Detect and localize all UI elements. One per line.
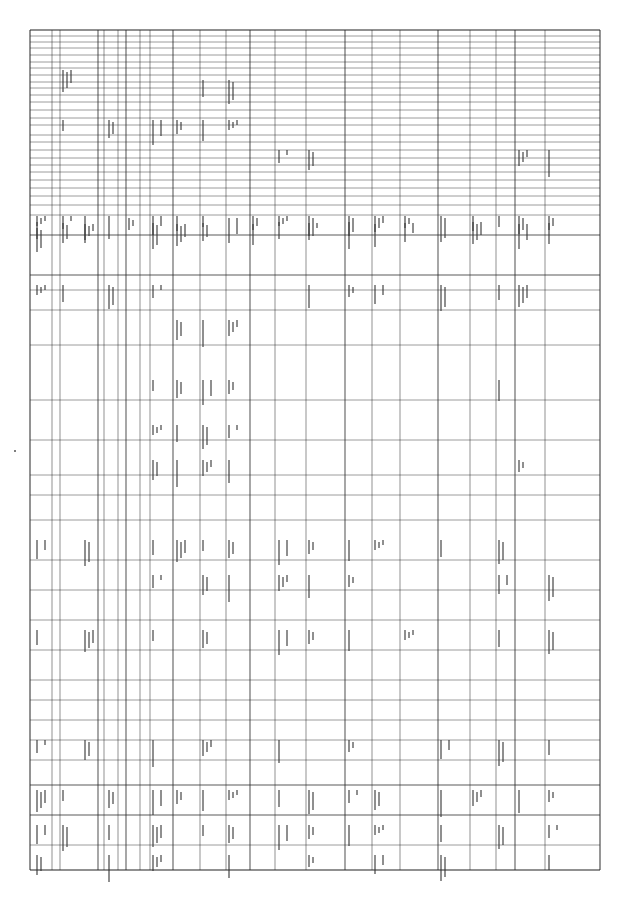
text-mark: [548, 790, 550, 802]
text-mark: [62, 70, 64, 92]
text-mark: [352, 577, 354, 583]
text-mark: [108, 825, 110, 840]
text-mark: [378, 542, 380, 548]
text-mark: [228, 460, 230, 483]
text-mark: [440, 285, 442, 311]
text-mark: [476, 792, 478, 802]
text-mark: [498, 825, 500, 849]
text-mark: [202, 223, 204, 241]
text-mark: [378, 792, 380, 806]
text-mark: [202, 120, 204, 141]
text-mark: [160, 575, 162, 580]
text-mark: [308, 540, 310, 554]
text-mark: [308, 150, 310, 170]
text-mark: [278, 790, 280, 807]
text-mark: [62, 285, 64, 302]
text-mark: [160, 855, 162, 862]
text-mark: [440, 790, 442, 817]
text-mark: [278, 222, 280, 239]
text-mark: [112, 122, 114, 134]
text-mark: [176, 540, 178, 562]
text-mark: [36, 630, 38, 645]
text-mark: [108, 120, 110, 138]
text-mark: [518, 150, 520, 166]
text-mark: [156, 857, 158, 867]
text-mark: [348, 540, 350, 561]
text-mark: [36, 228, 38, 252]
text-mark: [206, 462, 208, 472]
text-mark: [348, 630, 350, 651]
text-mark: [184, 540, 186, 553]
text-mark: [382, 285, 384, 295]
text-mark: [202, 630, 204, 648]
text-mark: [286, 630, 288, 646]
text-mark: [160, 120, 162, 136]
text-mark: [444, 287, 446, 307]
text-mark: [152, 855, 154, 871]
text-mark: [180, 382, 182, 394]
text-mark: [498, 740, 500, 766]
text-mark: [286, 150, 288, 155]
text-mark: [548, 855, 550, 870]
text-mark: [374, 825, 376, 835]
text-mark: [202, 80, 204, 97]
text-mark: [36, 540, 38, 559]
text-mark: [176, 120, 178, 134]
text-mark: [548, 575, 550, 601]
text-mark: [228, 218, 230, 243]
text-mark: [472, 790, 474, 806]
text-mark: [308, 630, 310, 644]
text-mark: [152, 825, 154, 847]
text-mark: [236, 790, 238, 795]
text-mark: [202, 790, 204, 811]
text-mark: [228, 790, 230, 800]
text-mark: [88, 742, 90, 756]
text-mark: [348, 740, 350, 752]
text-mark: [308, 825, 310, 839]
text-mark: [228, 540, 230, 558]
text-mark: [160, 790, 162, 806]
text-mark: [312, 857, 314, 863]
text-mark: [176, 790, 178, 804]
text-mark: [84, 740, 86, 760]
text-mark: [206, 632, 208, 644]
text-mark: [160, 825, 162, 838]
text-mark: [256, 218, 258, 226]
text-mark: [180, 792, 182, 800]
text-mark: [440, 855, 442, 881]
text-mark: [210, 740, 212, 747]
text-mark: [44, 540, 46, 550]
text-mark: [518, 790, 520, 813]
text-mark: [404, 630, 406, 640]
text-mark: [152, 630, 154, 641]
text-mark: [70, 70, 72, 83]
text-mark: [176, 224, 178, 246]
text-mark: [348, 285, 350, 297]
text-mark: [286, 575, 288, 582]
text-mark: [202, 380, 204, 405]
text-mark: [88, 542, 90, 562]
text-mark: [522, 152, 524, 162]
text-mark: [176, 460, 178, 487]
text-mark: [518, 224, 520, 249]
scan-speck: [14, 450, 16, 452]
text-mark: [40, 287, 42, 293]
text-mark: [62, 825, 64, 851]
text-mark: [128, 218, 130, 230]
text-mark: [548, 223, 550, 244]
text-mark: [206, 427, 208, 445]
text-mark: [108, 790, 110, 808]
text-mark: [206, 577, 208, 591]
text-mark: [152, 120, 154, 145]
text-mark: [88, 632, 90, 648]
text-mark: [66, 827, 68, 847]
text-mark: [62, 223, 64, 243]
text-mark: [66, 225, 68, 239]
text-mark: [374, 855, 376, 874]
text-mark: [448, 740, 450, 750]
text-mark: [312, 152, 314, 166]
text-mark: [84, 224, 86, 240]
text-mark: [40, 857, 42, 871]
text-mark: [36, 740, 38, 753]
text-mark: [108, 855, 110, 882]
text-mark: [382, 825, 384, 830]
text-mark: [156, 225, 158, 245]
text-mark: [374, 790, 376, 810]
text-mark: [180, 542, 182, 558]
text-mark: [228, 320, 230, 336]
text-mark: [348, 222, 350, 249]
text-mark: [548, 740, 550, 755]
text-mark: [156, 462, 158, 476]
text-mark: [282, 577, 284, 587]
text-mark: [132, 220, 134, 226]
text-mark: [440, 825, 442, 842]
text-mark: [378, 218, 380, 228]
text-mark: [308, 285, 310, 308]
text-mark: [286, 540, 288, 556]
text-mark: [210, 380, 212, 396]
text-mark: [36, 285, 38, 295]
text-mark: [286, 825, 288, 841]
text-mark: [356, 790, 358, 795]
text-mark: [84, 540, 86, 566]
text-mark: [176, 380, 178, 398]
text-mark: [160, 216, 162, 226]
text-mark: [278, 740, 280, 763]
text-mark: [112, 792, 114, 804]
text-mark: [44, 825, 46, 835]
text-mark: [44, 285, 46, 290]
text-mark: [518, 460, 520, 472]
text-mark: [316, 223, 318, 228]
text-mark: [408, 218, 410, 224]
text-mark: [348, 825, 350, 846]
text-mark: [108, 216, 110, 239]
text-mark: [526, 224, 528, 240]
text-mark: [202, 425, 204, 449]
text-mark: [312, 542, 314, 550]
text-mark: [202, 575, 204, 595]
text-mark: [278, 150, 280, 163]
text-mark: [156, 827, 158, 843]
text-mark: [236, 218, 238, 234]
text-mark: [152, 285, 154, 298]
text-mark: [206, 742, 208, 752]
text-mark: [440, 540, 442, 557]
text-mark: [232, 542, 234, 554]
text-mark: [374, 224, 376, 247]
text-mark: [232, 827, 234, 839]
text-mark: [502, 827, 504, 845]
table-rules: [30, 30, 600, 870]
text-mark: [278, 575, 280, 591]
text-mark: [210, 460, 212, 467]
text-mark: [160, 425, 162, 430]
text-mark: [312, 827, 314, 835]
text-mark: [180, 322, 182, 336]
text-mark: [88, 226, 90, 236]
text-mark: [228, 120, 230, 130]
text-mark: [108, 285, 110, 309]
text-mark: [176, 320, 178, 340]
text-mark: [160, 285, 162, 290]
text-mark: [252, 224, 254, 245]
text-mark: [44, 740, 46, 745]
text-mark: [374, 285, 376, 304]
text-mark: [152, 460, 154, 480]
text-mark: [522, 218, 524, 230]
text-mark: [152, 223, 154, 249]
text-mark: [518, 285, 520, 307]
text-mark: [440, 740, 442, 759]
text-mark: [176, 425, 178, 442]
text-mark: [232, 792, 234, 798]
text-mark: [378, 827, 380, 833]
text-mark: [180, 226, 182, 242]
text-mark: [66, 72, 68, 88]
text-mark: [498, 216, 500, 227]
text-mark: [232, 122, 234, 128]
text-mark: [440, 216, 442, 242]
text-mark: [548, 825, 550, 838]
text-mark: [36, 825, 38, 844]
text-mark: [40, 792, 42, 808]
text-mark: [502, 742, 504, 762]
text-mark: [40, 230, 42, 248]
text-mark: [228, 855, 230, 878]
text-mark: [382, 216, 384, 223]
text-mark: [184, 224, 186, 237]
text-mark: [502, 542, 504, 560]
text-mark: [228, 380, 230, 394]
text-mark: [62, 120, 64, 131]
text-mark: [498, 540, 500, 564]
text-mark: [412, 223, 414, 233]
text-mark: [480, 222, 482, 235]
text-mark: [552, 577, 554, 597]
text-mark: [444, 857, 446, 877]
text-mark: [152, 425, 154, 435]
text-mark: [552, 218, 554, 226]
text-mark: [382, 540, 384, 545]
text-mark: [282, 218, 284, 224]
text-mark: [498, 285, 500, 300]
text-mark: [202, 320, 204, 347]
text-mark: [236, 320, 238, 327]
text-mark: [232, 382, 234, 390]
text-mark: [236, 120, 238, 125]
text-mark: [348, 790, 350, 803]
text-mark: [92, 224, 94, 231]
text-mark: [348, 575, 350, 587]
text-mark: [228, 825, 230, 843]
text-mark: [202, 825, 204, 836]
text-mark: [472, 222, 474, 244]
text-mark: [352, 218, 354, 232]
text-mark: [556, 825, 558, 830]
text-mark: [522, 287, 524, 303]
text-mark: [382, 855, 384, 865]
text-mark: [36, 790, 38, 812]
text-mark: [152, 740, 154, 767]
text-mark: [522, 462, 524, 468]
text-mark: [308, 855, 310, 867]
text-mark: [552, 792, 554, 798]
text-mark: [202, 740, 204, 756]
text-mark: [312, 632, 314, 640]
text-mark: [152, 575, 154, 588]
text-mark: [444, 218, 446, 238]
text-mark: [476, 224, 478, 240]
text-mark: [312, 218, 314, 236]
text-mark: [526, 150, 528, 157]
text-mark: [286, 216, 288, 221]
text-mark: [404, 223, 406, 242]
text-mark: [112, 287, 114, 305]
text-mark: [206, 225, 208, 237]
text-mark: [152, 540, 154, 555]
text-mark: [506, 575, 508, 585]
text-mark: [312, 792, 314, 810]
text-mark: [374, 540, 376, 550]
text-mark: [352, 742, 354, 748]
text-mark: [278, 630, 280, 655]
text-mark: [232, 322, 234, 332]
text-mark: [228, 425, 230, 438]
text-mark: [408, 632, 410, 638]
text-mark: [352, 287, 354, 293]
text-mark: [308, 575, 310, 598]
text-mark: [92, 630, 94, 643]
text-mark: [548, 150, 550, 177]
text-mark: [232, 82, 234, 100]
text-mark: [498, 630, 500, 647]
text-mark: [228, 80, 230, 104]
text-mark: [62, 790, 64, 801]
text-mark: [308, 790, 310, 814]
text-mark: [278, 540, 280, 565]
text-mark: [40, 218, 42, 224]
text-mark: [498, 575, 500, 594]
text-mark: [552, 632, 554, 650]
text-mark: [308, 223, 310, 236]
text-mark: [180, 122, 182, 130]
text-mark: [44, 216, 46, 221]
text-mark: [480, 790, 482, 797]
text-mark: [236, 425, 238, 430]
text-mark: [36, 855, 38, 875]
text-mark: [228, 575, 230, 602]
text-mark: [526, 285, 528, 298]
text-mark: [70, 216, 72, 221]
text-mark: [152, 790, 154, 815]
text-mark: [84, 630, 86, 652]
text-mark: [278, 825, 280, 850]
text-mark: [202, 540, 204, 551]
text-mark: [498, 380, 500, 401]
text-mark: [152, 380, 154, 391]
text-mark: [44, 790, 46, 803]
text-mark: [412, 630, 414, 635]
text-mark: [548, 630, 550, 654]
text-mark: [156, 427, 158, 433]
text-mark: [202, 460, 204, 476]
